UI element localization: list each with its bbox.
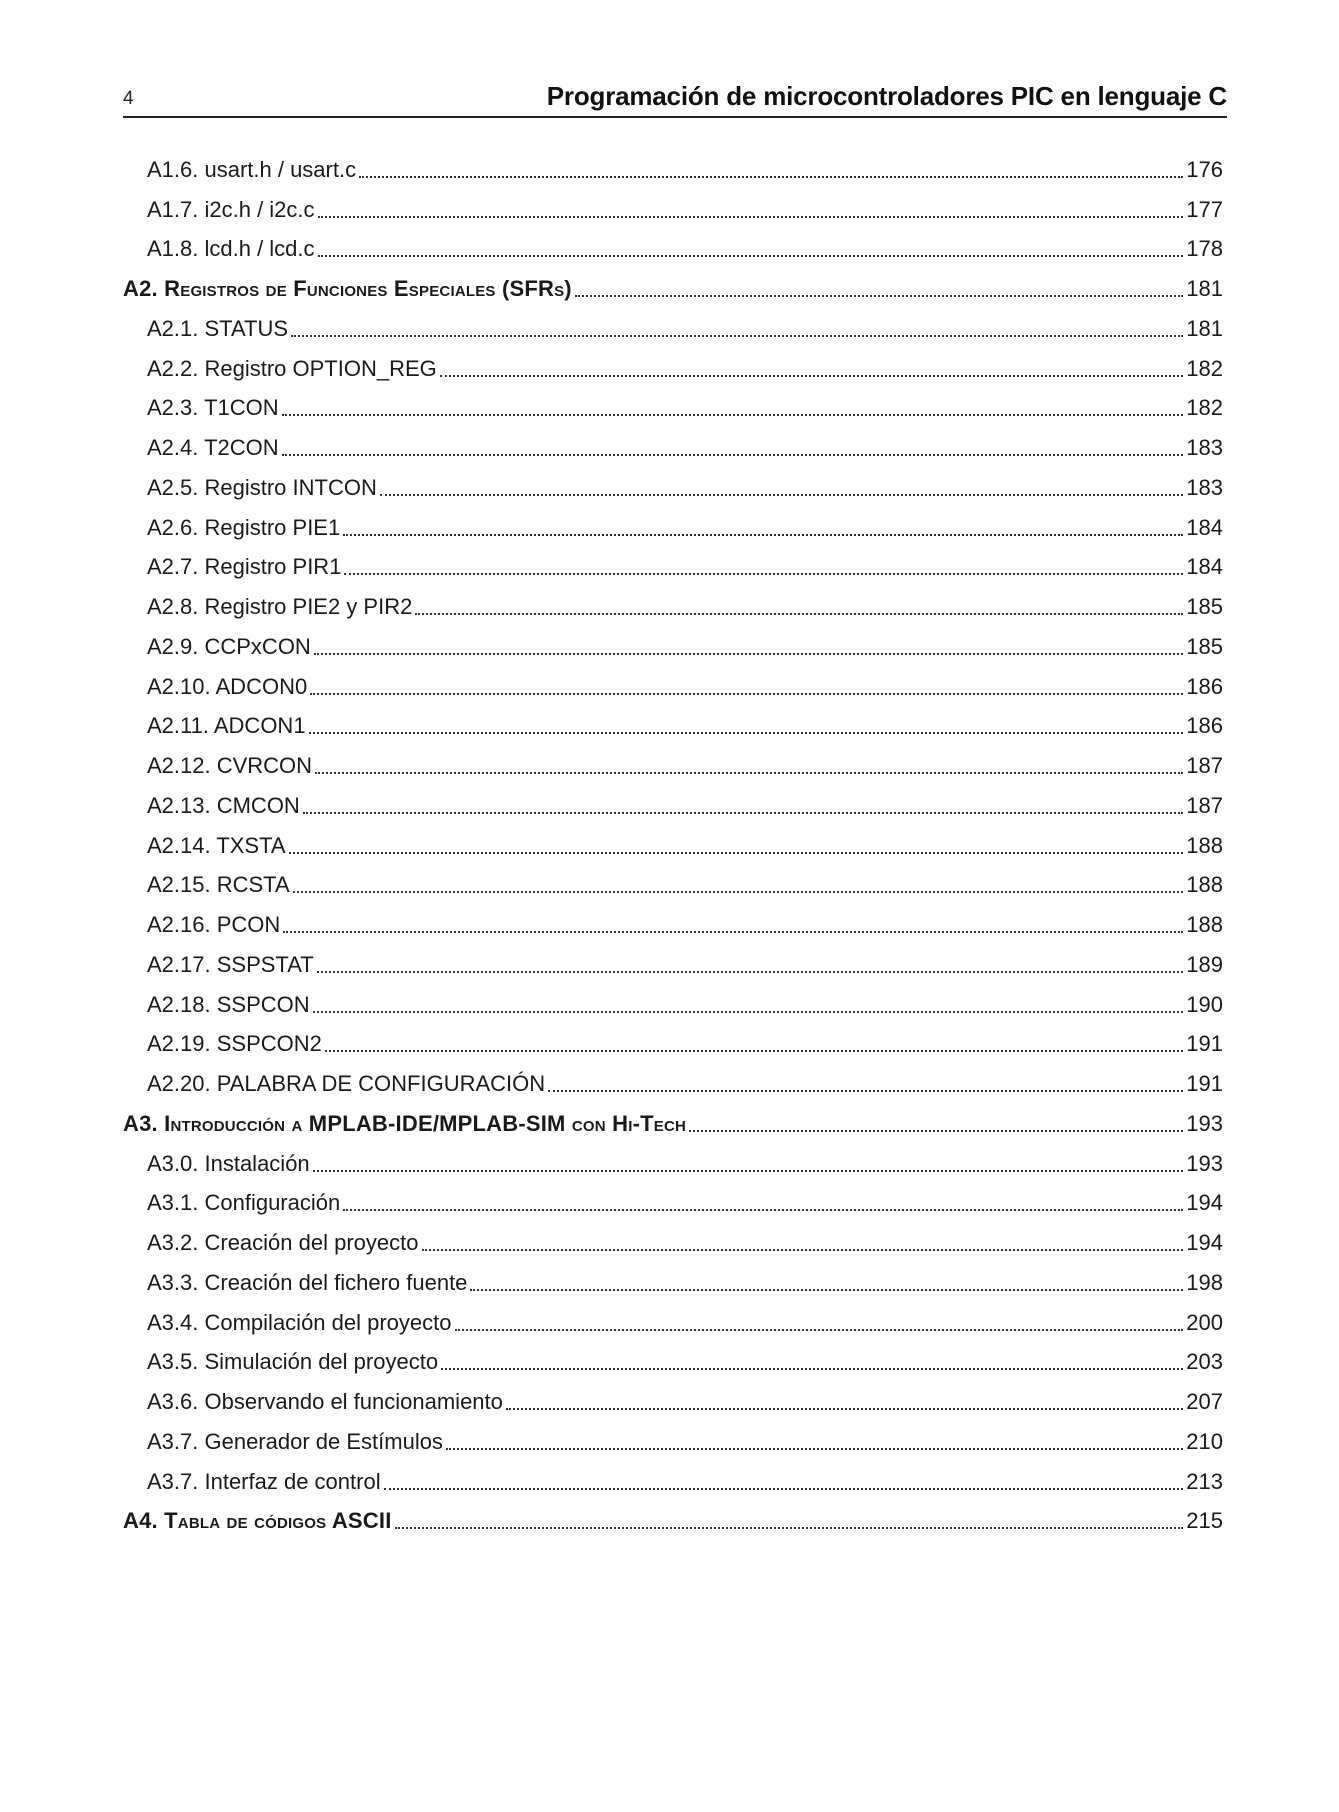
toc-entry-label: A2.2. Registro OPTION_REG bbox=[147, 355, 437, 381]
toc-entry[interactable] bbox=[123, 707, 1223, 747]
toc-entry[interactable] bbox=[123, 508, 1223, 548]
dot-leader bbox=[380, 494, 1183, 496]
dot-leader bbox=[313, 1170, 1184, 1172]
dot-leader bbox=[310, 693, 1183, 695]
toc-entry-label: A3.1. Configuración bbox=[147, 1190, 341, 1216]
book-title: Programación de microcontroladores PIC en lenguaje C bbox=[546, 81, 1227, 111]
toc-entry[interactable] bbox=[123, 905, 1223, 945]
toc-entry[interactable] bbox=[123, 428, 1223, 468]
toc-entry-label: A2.19. SSPCON2 bbox=[147, 1031, 322, 1057]
toc-entry-page-number: 198 bbox=[1186, 1269, 1223, 1295]
dot-leader bbox=[291, 335, 1183, 337]
toc-entry-page-number: 183 bbox=[1186, 474, 1223, 500]
toc-entry-page-number: 183 bbox=[1186, 435, 1223, 461]
toc-entry[interactable] bbox=[123, 667, 1223, 707]
toc-entry-label: A2.8. Registro PIE2 y PIR2 bbox=[147, 594, 413, 620]
toc-entry[interactable] bbox=[123, 1303, 1223, 1343]
dot-leader bbox=[315, 772, 1183, 774]
toc-entry-page-number: 185 bbox=[1186, 633, 1223, 659]
toc-entry-label: A2.13. CMCON bbox=[147, 792, 300, 818]
dot-leader bbox=[575, 295, 1183, 297]
toc-entry-label: A3.4. Compilación del proyecto bbox=[147, 1309, 452, 1335]
toc-entry-label: A2.7. Registro PIR1 bbox=[147, 554, 342, 580]
toc-entry-label: A3.3. Creación del fichero fuente bbox=[147, 1269, 468, 1295]
toc-entry-page-number: 182 bbox=[1186, 355, 1223, 381]
toc-entry[interactable] bbox=[123, 1144, 1223, 1184]
dot-leader bbox=[359, 176, 1183, 178]
toc-entry-page-number: 191 bbox=[1186, 1031, 1223, 1057]
toc-section-entry[interactable] bbox=[123, 1104, 1223, 1144]
toc-entry-page-number: 188 bbox=[1186, 832, 1223, 858]
toc-entry-label: A2.6. Registro PIE1 bbox=[147, 514, 341, 540]
toc-entry-page-number: 186 bbox=[1186, 673, 1223, 699]
dot-leader bbox=[455, 1329, 1184, 1331]
toc-entry-page-number: 188 bbox=[1186, 872, 1223, 898]
toc-entry-label: A3.6. Observando el funcionamiento bbox=[147, 1389, 503, 1415]
toc-entry-label: A2.20. PALABRA DE CONFIGURACIÓN bbox=[147, 1071, 546, 1097]
toc-entry-page-number: 210 bbox=[1186, 1428, 1223, 1454]
toc-entry-page-number: 189 bbox=[1186, 951, 1223, 977]
toc-entry-label: A4. Tabla de códigos ASCII bbox=[123, 1508, 392, 1534]
toc-entry-page-number: 188 bbox=[1186, 912, 1223, 938]
toc-entry[interactable] bbox=[123, 985, 1223, 1025]
dot-leader bbox=[446, 1448, 1183, 1450]
dot-leader bbox=[303, 812, 1183, 814]
toc-entry-label: A2.9. CCPxCON bbox=[147, 633, 311, 659]
toc-entry-page-number: 178 bbox=[1186, 236, 1223, 262]
toc-entry-label: A3.2. Creación del proyecto bbox=[147, 1230, 419, 1256]
dot-leader bbox=[343, 534, 1183, 536]
dot-leader bbox=[384, 1488, 1184, 1490]
toc-entry[interactable] bbox=[123, 627, 1223, 667]
dot-leader bbox=[318, 216, 1184, 218]
toc-entry[interactable] bbox=[123, 190, 1223, 230]
dot-leader bbox=[548, 1090, 1183, 1092]
toc-entry-page-number: 213 bbox=[1186, 1468, 1223, 1494]
dot-leader bbox=[282, 414, 1184, 416]
toc-entry-page-number: 193 bbox=[1186, 1150, 1223, 1176]
dot-leader bbox=[293, 891, 1184, 893]
toc-section-entry[interactable] bbox=[123, 269, 1223, 309]
toc-entry[interactable] bbox=[123, 1462, 1223, 1502]
toc-entry-label: A1.7. i2c.h / i2c.c bbox=[147, 196, 315, 222]
toc-entry[interactable] bbox=[123, 468, 1223, 508]
toc-entry-label: A3.7. Generador de Estímulos bbox=[147, 1428, 443, 1454]
toc-entry-page-number: 215 bbox=[1186, 1508, 1223, 1534]
toc-entry-label: A2.11. ADCON1 bbox=[147, 713, 306, 739]
toc-entry-label: A2.5. Registro INTCON bbox=[147, 474, 377, 500]
toc-entry-page-number: 182 bbox=[1186, 395, 1223, 421]
toc-entry-label: A2.10. ADCON0 bbox=[147, 673, 308, 699]
toc-entry-label: A2.15. RCSTA bbox=[147, 872, 290, 898]
dot-leader bbox=[343, 1209, 1183, 1211]
toc-entry-label: A1.8. lcd.h / lcd.c bbox=[147, 236, 315, 262]
dot-leader bbox=[470, 1289, 1183, 1291]
dot-leader bbox=[317, 971, 1184, 973]
toc-entry[interactable] bbox=[123, 746, 1223, 786]
toc-entry-page-number: 191 bbox=[1186, 1071, 1223, 1097]
dot-leader bbox=[395, 1527, 1184, 1529]
toc-entry-page-number: 181 bbox=[1186, 315, 1223, 341]
toc-entry-page-number: 190 bbox=[1186, 991, 1223, 1017]
toc-entry[interactable] bbox=[123, 587, 1223, 627]
toc-entry-label: A2.4. T2CON bbox=[147, 435, 279, 461]
toc-entry[interactable] bbox=[123, 1422, 1223, 1462]
dot-leader bbox=[314, 653, 1183, 655]
toc-entry-page-number: 176 bbox=[1186, 156, 1223, 182]
toc-entry-page-number: 184 bbox=[1186, 514, 1223, 540]
toc-entry-label: A2.12. CVRCON bbox=[147, 753, 313, 779]
toc-entry[interactable] bbox=[123, 309, 1223, 349]
dot-leader bbox=[313, 1011, 1184, 1013]
dot-leader bbox=[282, 454, 1184, 456]
toc-entry-label: A2.16. PCON bbox=[147, 912, 281, 938]
toc-entry-label: A2.3. T1CON bbox=[147, 395, 279, 421]
toc-entry[interactable] bbox=[123, 1382, 1223, 1422]
dot-leader bbox=[325, 1050, 1183, 1052]
toc-entry[interactable] bbox=[123, 945, 1223, 985]
toc-entry-page-number: 186 bbox=[1186, 713, 1223, 739]
toc-entry-page-number: 177 bbox=[1186, 196, 1223, 222]
toc-entry-label: A3.7. Interfaz de control bbox=[147, 1468, 381, 1494]
toc-entry[interactable] bbox=[123, 1184, 1223, 1224]
dot-leader bbox=[344, 573, 1183, 575]
toc-entry[interactable] bbox=[123, 389, 1223, 429]
toc-entry[interactable] bbox=[123, 786, 1223, 826]
toc-entry-page-number: 187 bbox=[1186, 753, 1223, 779]
toc-entry-label: A2.18. SSPCON bbox=[147, 991, 310, 1017]
toc-entry[interactable] bbox=[123, 866, 1223, 906]
toc-entry[interactable] bbox=[123, 230, 1223, 270]
toc-entry-page-number: 193 bbox=[1186, 1110, 1223, 1136]
toc-entry-label: A2.14. TXSTA bbox=[147, 832, 286, 858]
toc-entry[interactable] bbox=[123, 349, 1223, 389]
toc-entry-label: A2. Registros de Funciones Especiales (SFRs) bbox=[123, 276, 572, 302]
toc-entry-label: A2.17. SSPSTAT bbox=[147, 951, 314, 977]
toc-section-entry[interactable] bbox=[123, 1502, 1223, 1542]
toc-entry-page-number: 194 bbox=[1186, 1190, 1223, 1216]
toc-entry[interactable] bbox=[123, 150, 1223, 190]
toc-entry[interactable] bbox=[123, 1223, 1223, 1263]
dot-leader bbox=[318, 255, 1184, 257]
dot-leader bbox=[309, 732, 1184, 734]
toc-entry-page-number: 184 bbox=[1186, 554, 1223, 580]
toc-entry-label: A3.5. Simulación del proyecto bbox=[147, 1349, 439, 1375]
toc-entry-page-number: 181 bbox=[1186, 276, 1223, 302]
toc-entry-page-number: 207 bbox=[1186, 1389, 1223, 1415]
dot-leader bbox=[689, 1130, 1183, 1132]
dot-leader bbox=[283, 931, 1183, 933]
dot-leader bbox=[506, 1408, 1183, 1410]
toc-entry-label: A3.0. Instalación bbox=[147, 1150, 310, 1176]
toc-entry-page-number: 203 bbox=[1186, 1349, 1223, 1375]
toc-entry[interactable] bbox=[123, 1343, 1223, 1383]
toc-entry[interactable] bbox=[123, 1263, 1223, 1303]
toc-entry[interactable] bbox=[123, 1025, 1223, 1065]
table-of-contents bbox=[123, 150, 1223, 1541]
dot-leader bbox=[415, 613, 1183, 615]
toc-entry[interactable] bbox=[123, 548, 1223, 588]
dot-leader bbox=[440, 375, 1184, 377]
page-header bbox=[123, 76, 1227, 118]
toc-entry-page-number: 194 bbox=[1186, 1230, 1223, 1256]
dot-leader bbox=[289, 852, 1184, 854]
toc-entry-page-number: 187 bbox=[1186, 792, 1223, 818]
toc-entry-label: A3. Introducción a MPLAB-IDE/MPLAB-SIM con Hi-Tech bbox=[123, 1110, 687, 1136]
dot-leader bbox=[422, 1249, 1184, 1251]
page-number: 4 bbox=[123, 88, 134, 109]
dot-leader bbox=[441, 1368, 1183, 1370]
toc-entry-page-number: 200 bbox=[1186, 1309, 1223, 1335]
toc-entry-page-number: 185 bbox=[1186, 594, 1223, 620]
toc-entry[interactable] bbox=[123, 826, 1223, 866]
toc-entry-label: A2.1. STATUS bbox=[147, 315, 289, 341]
toc-entry[interactable] bbox=[123, 1064, 1223, 1104]
toc-entry-label: A1.6. usart.h / usart.c bbox=[147, 156, 357, 182]
